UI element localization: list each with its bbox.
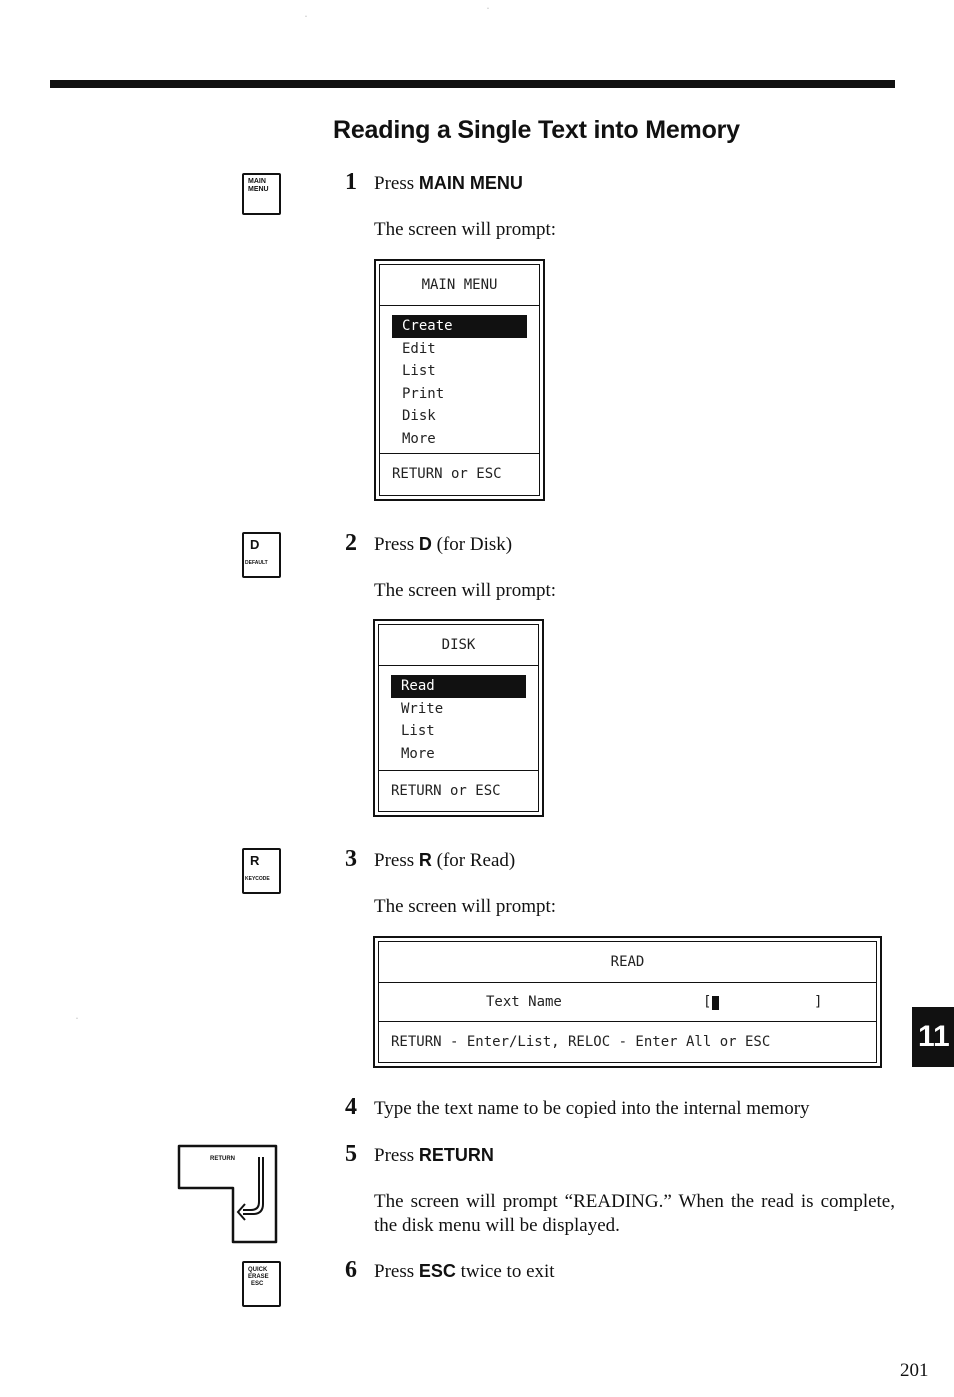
screen-footer: RETURN or ESC xyxy=(379,770,538,811)
keycap-letter: R xyxy=(250,853,260,868)
d-key-icon xyxy=(242,532,281,578)
step-text: Type the text name to be copied into the internal memory xyxy=(374,1098,810,1119)
menu-option-write[interactable]: Write xyxy=(401,700,444,717)
screen-title: READ xyxy=(379,942,876,983)
scan-speck: · xyxy=(487,6,489,12)
step-number: 2 xyxy=(345,530,357,556)
step-text: Press xyxy=(374,850,419,871)
main-menu-key-icon xyxy=(242,173,281,215)
keycap-label: QUICK xyxy=(248,1267,268,1273)
main-menu-screen xyxy=(374,259,545,501)
keycap-label: DEFAULT xyxy=(245,560,268,566)
step-number: 3 xyxy=(345,846,357,872)
menu-options xyxy=(379,675,538,765)
menu-option-print[interactable]: Print xyxy=(402,385,445,402)
step-text: Press xyxy=(374,173,419,194)
r-key-icon xyxy=(242,848,281,894)
step-text: Press xyxy=(374,1145,419,1166)
screen-title: DISK xyxy=(379,625,538,666)
page-number: 201 xyxy=(900,1360,929,1381)
screen-title: MAIN MENU xyxy=(380,265,539,306)
section-title: Reading a Single Text into Memory xyxy=(333,116,740,144)
step-5 xyxy=(345,1142,494,1168)
step-text: Press xyxy=(374,534,419,555)
prompt-text: The screen will prompt: xyxy=(374,580,557,601)
chapter-tab: 11 xyxy=(912,1007,954,1067)
text-cursor xyxy=(712,996,719,1010)
step-6 xyxy=(345,1258,555,1284)
read-screen xyxy=(373,936,882,1068)
keycap-label: RETURN xyxy=(210,1156,235,1162)
text-name-input[interactable] xyxy=(723,991,813,1013)
keycap-label: ESC xyxy=(251,1281,264,1287)
esc-key-icon xyxy=(242,1261,281,1307)
text-name-close-bracket: ] xyxy=(814,994,823,1010)
menu-option-read[interactable]: Read xyxy=(391,675,526,698)
keycap-label: KEYCODE xyxy=(245,876,270,882)
header-rule xyxy=(50,80,895,88)
text-name-open-bracket: [ xyxy=(703,994,712,1010)
step-text: (for Disk) xyxy=(431,534,513,555)
key-name: D xyxy=(418,534,432,554)
disk-screen xyxy=(373,619,544,817)
step-number: 1 xyxy=(345,169,357,195)
menu-option-more[interactable]: More xyxy=(401,745,435,762)
step-4 xyxy=(345,1095,810,1121)
keycap-letter: D xyxy=(250,537,260,552)
menu-option-disk[interactable]: Disk xyxy=(402,408,436,424)
menu-options xyxy=(380,315,539,450)
step-2 xyxy=(345,531,512,557)
step-text: (for Read) xyxy=(431,850,516,871)
key-name: RETURN xyxy=(418,1145,494,1165)
scan-speck: · xyxy=(305,14,307,20)
prompt-text: The screen will prompt: xyxy=(374,896,557,917)
text-name-row xyxy=(379,983,876,1022)
key-name: MAIN MENU xyxy=(418,173,523,193)
scan-speck: · xyxy=(76,1016,78,1022)
text-name-label: Text Name xyxy=(486,994,562,1010)
step-number: 5 xyxy=(345,1141,357,1167)
step-3 xyxy=(345,847,515,873)
keycap-label: MENU xyxy=(248,186,269,193)
step-5-note: The screen will prompt “READING.” When the read is complete, the disk menu will be displayed. xyxy=(374,1191,895,1236)
keycap-label: ERASE xyxy=(248,1274,269,1280)
step-number: 4 xyxy=(345,1094,357,1120)
screen-footer: RETURN - Enter/List, RELOC - Enter All or ESC xyxy=(391,1034,771,1050)
step-text: Press xyxy=(374,1261,419,1282)
menu-option-list[interactable]: List xyxy=(402,363,436,379)
key-name: ESC xyxy=(418,1261,456,1281)
prompt-text: The screen will prompt: xyxy=(374,219,557,240)
step-1 xyxy=(345,170,523,196)
menu-option-list[interactable]: List xyxy=(401,723,435,739)
keycap-label: MAIN xyxy=(248,178,266,185)
key-name: R xyxy=(418,850,432,870)
menu-option-more[interactable]: More xyxy=(402,430,436,447)
menu-option-edit[interactable]: Edit xyxy=(402,340,436,357)
menu-option-create[interactable]: Create xyxy=(392,315,527,338)
screen-footer: RETURN or ESC xyxy=(380,453,539,495)
step-number: 6 xyxy=(345,1257,357,1283)
step-text: twice to exit xyxy=(455,1261,555,1282)
return-key-icon xyxy=(177,1144,278,1244)
